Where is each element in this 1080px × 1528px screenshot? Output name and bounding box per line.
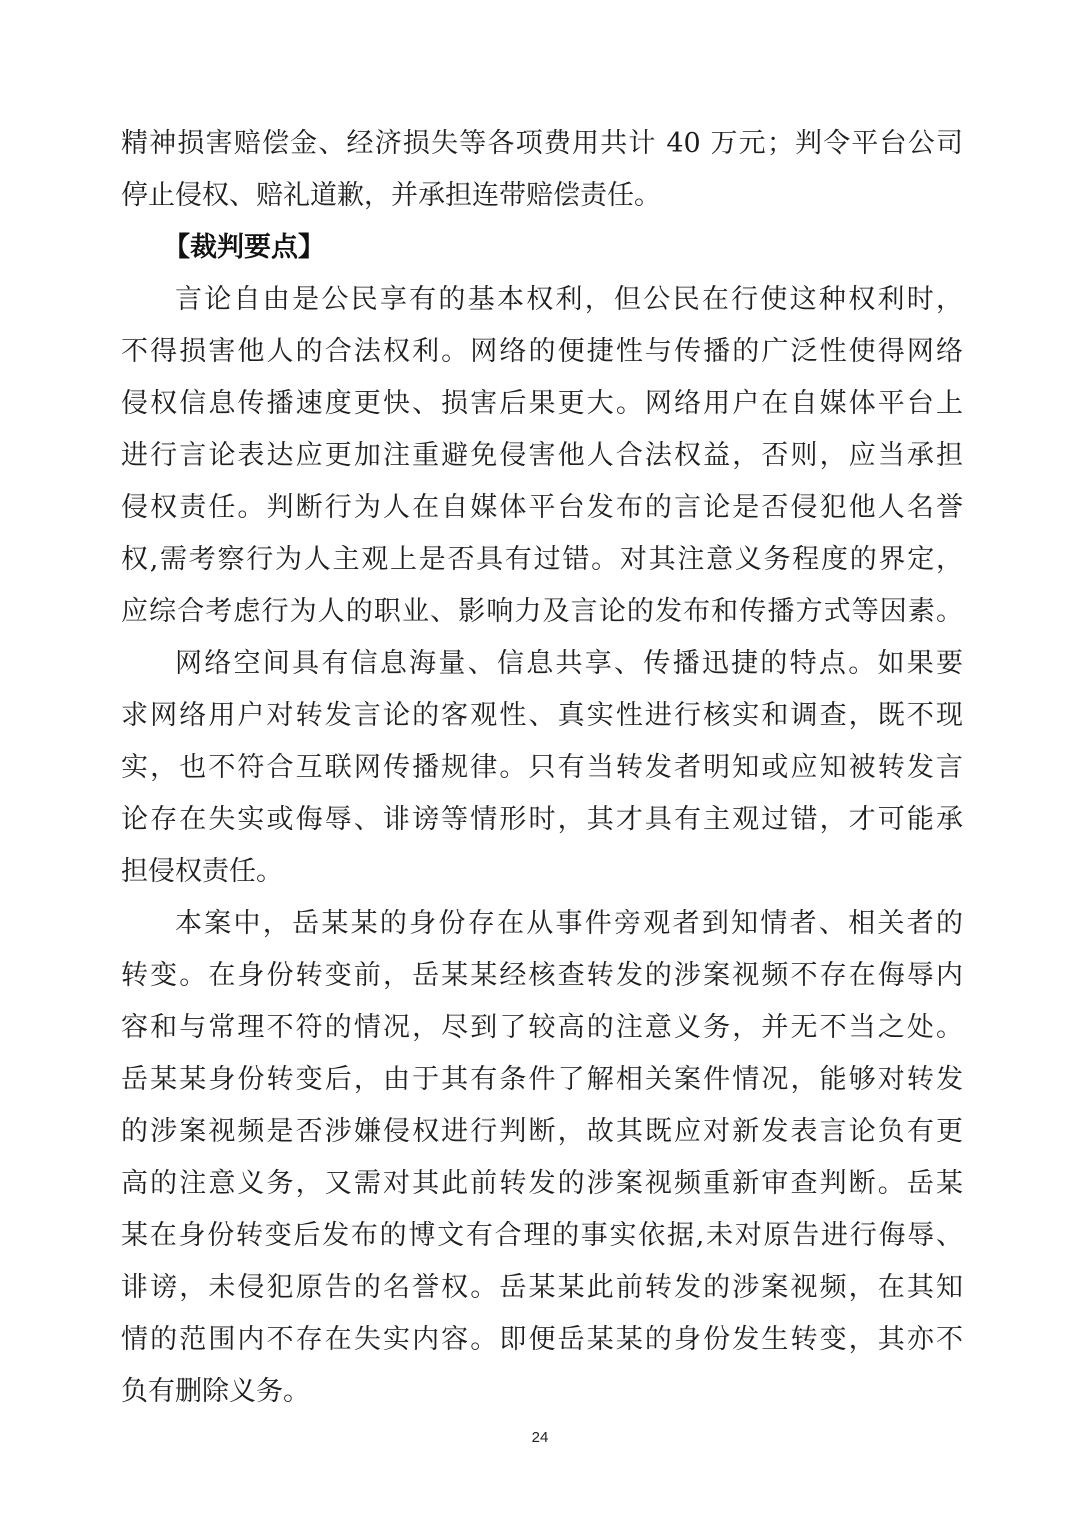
paragraph-1-line-4: 进行言论表达应更加注重避免侵害他人合法权益，否则，应当承担: [121, 440, 963, 471]
paragraph-3-line-5: 的涉案视频是否涉嫌侵权进行判断，故其既应对新发表言论负有更: [121, 1116, 963, 1147]
paragraph-3-line-9: 情的范围内不存在失实内容。即便岳某某的身份发生转变，其亦不: [121, 1324, 963, 1355]
paragraph-3-line-1: 本案中，岳某某的身份存在从事件旁观者到知情者、相关者的: [175, 908, 963, 939]
section-heading: 【裁判要点】: [163, 232, 325, 263]
paragraph-1-line-7: 应综合考虑行为人的职业、影响力及言论的发布和传播方式等因素。: [121, 596, 963, 627]
paragraph-3-line-2: 转变。在身份转变前，岳某某经核查转发的涉案视频不存在侮辱内: [121, 960, 963, 991]
paragraph-2-line-2: 求网络用户对转发言论的客观性、真实性进行核实和调查，既不现: [121, 700, 963, 731]
paragraph-2-line-4: 论存在失实或侮辱、诽谤等情形时，其才具有主观过错，才可能承: [121, 804, 963, 835]
paragraph-1-line-2: 不得损害他人的合法权利。网络的便捷性与传播的广泛性使得网络: [121, 336, 963, 367]
paragraph-2-line-3: 实，也不符合互联网传播规律。只有当转发者明知或应知被转发言: [121, 752, 963, 783]
page-number: 24: [531, 1429, 549, 1446]
paragraph-2-line-5: 担侵权责任。: [121, 856, 283, 887]
paragraph-2-line-1: 网络空间具有信息海量、信息共享、传播迅捷的特点。如果要: [175, 648, 963, 679]
paragraph-3-line-3: 容和与常理不符的情况，尽到了较高的注意义务，并无不当之处。: [121, 1012, 963, 1043]
opening-line-2: 停止侵权、赔礼道歉，并承担连带赔偿责任。: [121, 180, 661, 211]
paragraph-1-line-3: 侵权信息传播速度更快、损害后果更大。网络用户在自媒体平台上: [121, 388, 963, 419]
paragraph-3-line-4: 岳某某身份转变后，由于其有条件了解相关案件情况，能够对转发: [121, 1064, 963, 1095]
paragraph-1-line-5: 侵权责任。判断行为人在自媒体平台发布的言论是否侵犯他人名誉: [121, 492, 963, 523]
paragraph-1-line-6: 权,需考察行为人主观上是否具有过错。对其注意义务程度的界定，: [121, 544, 963, 575]
paragraph-3-line-7: 某在身份转变后发布的博文有合理的事实依据,未对原告进行侮辱、: [121, 1220, 963, 1251]
paragraph-3-line-8: 诽谤，未侵犯原告的名誉权。岳某某此前转发的涉案视频，在其知: [121, 1272, 963, 1303]
paragraph-3-line-10: 负有删除义务。: [121, 1376, 310, 1407]
paragraph-3-line-6: 高的注意义务，又需对其此前转发的涉案视频重新审查判断。岳某: [121, 1168, 963, 1199]
opening-line-1: 精神损害赔偿金、经济损失等各项费用共计 40 万元；判令平台公司: [121, 128, 963, 159]
paragraph-1-line-1: 言论自由是公民享有的基本权利，但公民在行使这种权利时，: [175, 284, 963, 315]
